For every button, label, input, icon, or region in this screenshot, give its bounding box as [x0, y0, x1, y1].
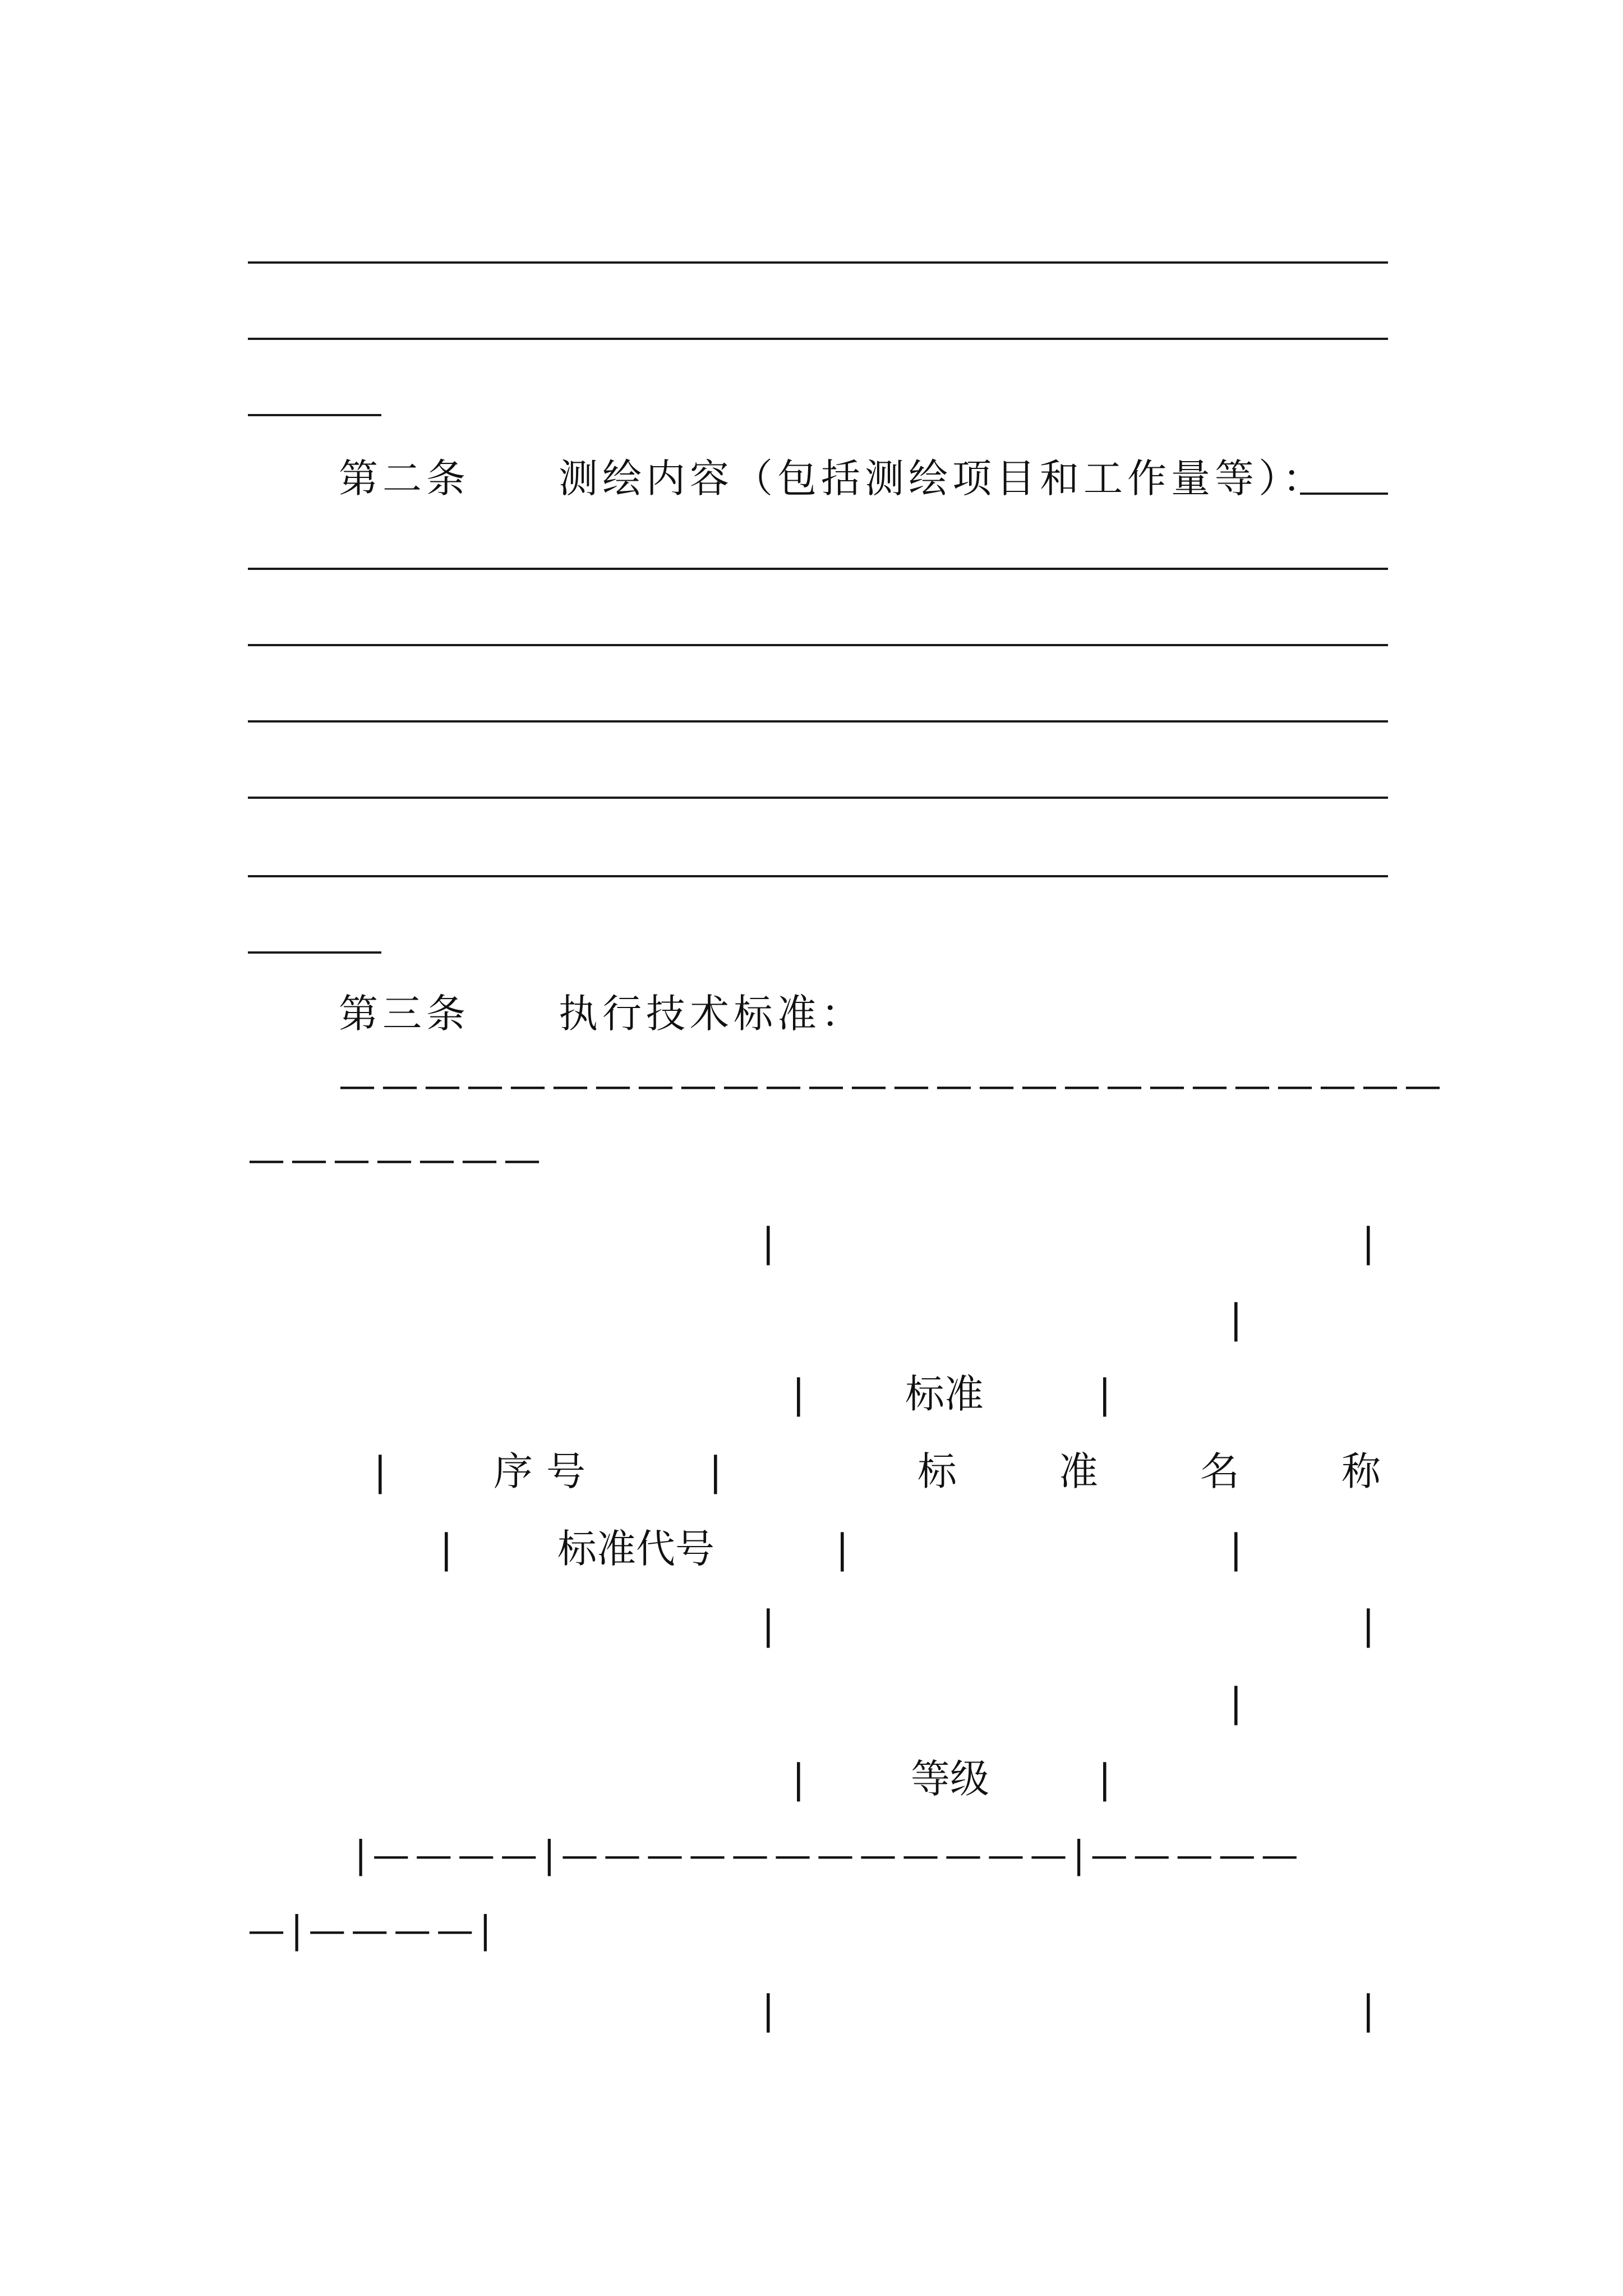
table-vertical-bar: |	[440, 1526, 453, 1572]
table-vertical-bar: |	[1229, 1680, 1243, 1726]
header-standard: 标准	[905, 1371, 984, 1417]
table-vertical-bar: |	[762, 1987, 775, 2033]
header-name-char-2: 准	[1059, 1448, 1098, 1494]
article-3-heading: 第三条	[339, 991, 470, 1037]
article-2-heading: 第二条	[339, 455, 470, 501]
table-vertical-bar: |	[709, 1448, 722, 1494]
table-vertical-bar: |	[1229, 1296, 1243, 1342]
table-top-border-continued: ———————	[248, 1138, 546, 1181]
table-vertical-bar: |	[762, 1602, 775, 1648]
blank-line	[248, 644, 1388, 646]
blank-line	[248, 797, 1388, 799]
blank-line	[248, 338, 1388, 340]
table-vertical-bar: |	[836, 1526, 849, 1572]
header-grade: 等级	[911, 1756, 989, 1802]
header-standard-code: 标准代号	[557, 1526, 714, 1572]
table-vertical-bar: |	[792, 1756, 805, 1802]
table-vertical-bar: |	[1229, 1526, 1243, 1572]
blank-line	[248, 568, 1388, 570]
table-vertical-bar: |	[1098, 1371, 1112, 1417]
table-vertical-bar: |	[1362, 1602, 1375, 1648]
blank-line-short	[248, 414, 381, 416]
blank-line-short	[248, 951, 381, 954]
article-3-text: 执行技术标准：	[559, 991, 865, 1037]
table-row-separator-continued: —|————|	[248, 1908, 497, 1952]
table-row-separator: |————|————————————|—————	[354, 1833, 1304, 1876]
blank-line	[248, 720, 1388, 723]
header-name-char-1: 标	[917, 1448, 957, 1494]
table-vertical-bar: |	[1362, 1220, 1375, 1266]
header-sequence: 序号	[494, 1448, 599, 1494]
table-vertical-bar: |	[792, 1371, 805, 1417]
blank-line	[248, 875, 1388, 877]
table-vertical-bar: |	[1098, 1756, 1112, 1802]
blank-line	[248, 261, 1388, 264]
header-name-char-4: 称	[1341, 1448, 1381, 1494]
table-vertical-bar: |	[1362, 1987, 1375, 2033]
header-name-char-3: 名	[1200, 1448, 1239, 1494]
table-top-border: ——————————————————————————	[339, 1064, 1447, 1107]
table-vertical-bar: |	[762, 1220, 775, 1266]
article-2-fill-line	[1300, 493, 1388, 495]
article-2-text: 测绘内容（包括测绘项目和工作量等）：	[559, 455, 1326, 501]
table-vertical-bar: |	[374, 1448, 387, 1494]
